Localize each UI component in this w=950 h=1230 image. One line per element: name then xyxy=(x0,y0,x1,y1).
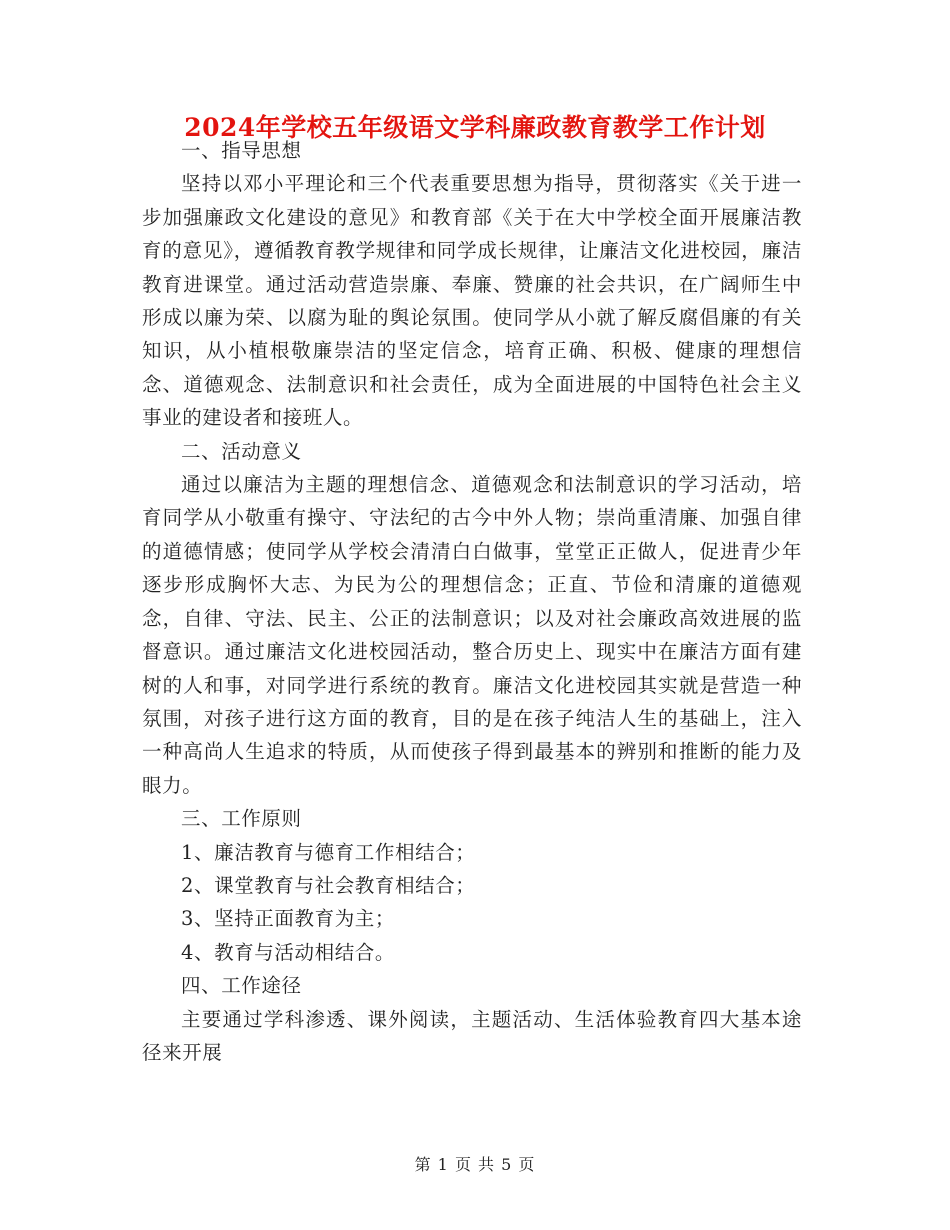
section-heading-guiding-ideology: 一、指导思想 xyxy=(181,139,302,162)
page-number-footer: 第 1 页 共 5 页 xyxy=(414,1155,536,1174)
section-heading-activity-significance: 二、活动意义 xyxy=(181,439,302,463)
list-item: 4、教育与活动相结合。 xyxy=(181,940,396,964)
document-title: 2024年学校五年级语文学科廉政教育教学工作计划 xyxy=(184,113,766,142)
body-paragraph: 通过以廉洁为主题的理想信念、道德观念和法制意识的学习活动，培育同学从小敬重有操守、守法纪的古今中外人物；崇尚重清廉、加强自律的道德情感；使同学从学校会清清白白做事，堂堂正正做人，促进青少年逐步形成胸怀大志、为民为公的理想信念；正直、节俭和清廉的道德观念，自律、守法、民主、公正的法制意识；以及对社会廉政高效进展的监督意识。通过廉洁文化进校园活动，整合历史上、现实中在廉洁方面有建树的人和事，对同学进行系统的教育。廉洁文化进校园其实就是营造一种氛围，对孩子进行这方面的教育，目的是在孩子纯洁人生的基础上，注入一种高尚人生追求的特质，从而使孩子得到最基本的辨别和推断的能力及眼力。 xyxy=(142,473,802,797)
list-item: 3、坚持正面教育为主； xyxy=(181,907,396,931)
document-body xyxy=(142,134,802,1069)
section-heading-work-principles: 三、工作原则 xyxy=(181,807,302,831)
section-heading-work-approach: 四、工作途径 xyxy=(181,974,302,998)
list-item: 1、廉洁教育与德育工作相结合； xyxy=(181,840,476,864)
body-paragraph: 坚持以邓小平理论和三个代表重要思想为指导，贯彻落实《关于进一步加强廉政文化建设的意见》和教育部《关于在大中学校全面开展廉洁教育的意见》，遵循教育教学规律和同学成长规律，让廉洁文化进校园，廉洁教育进课堂。通过活动营造崇廉、奉廉、赞廉的社会共识，在广阔师生中形成以廉为荣、以腐为耻的舆论氛围。使同学从小就了解反腐倡廉的有关知识，从小植根敬廉崇洁的坚定信念，培育正确、积极、健康的理想信念、道德观念、法制意识和社会责任，成为全面进展的中国特色社会主义事业的建设者和接班人。 xyxy=(142,172,802,430)
body-paragraph: 主要通过学科渗透、课外阅读，主题活动、生活体验教育四大基本途径来开展 xyxy=(142,1007,802,1064)
list-item: 2、课堂教育与社会教育相结合； xyxy=(181,873,476,897)
